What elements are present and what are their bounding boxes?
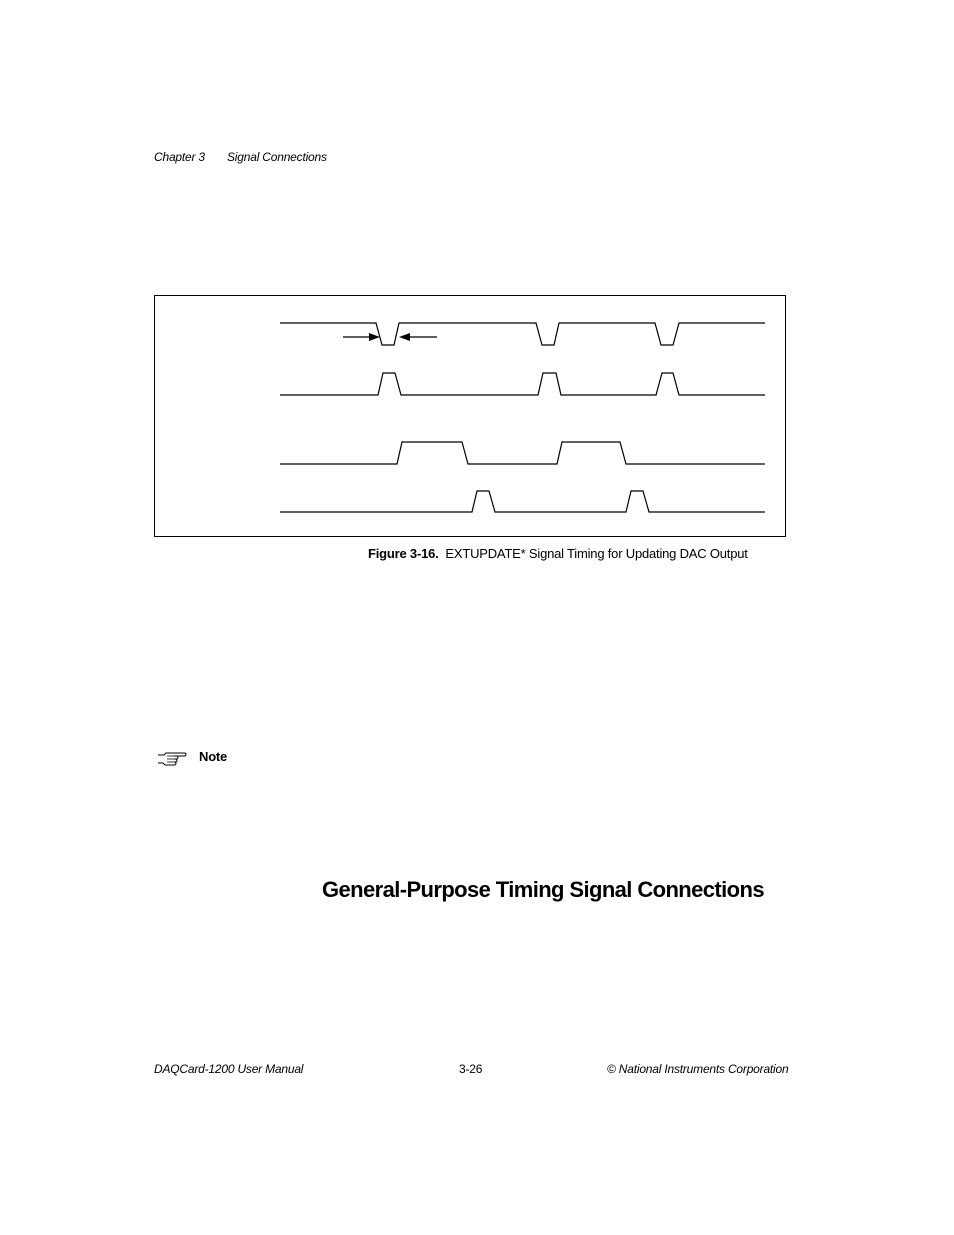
figure-caption — [368, 546, 748, 561]
section-heading: General-Purpose Timing Signal Connections — [322, 877, 764, 902]
interrupt-pulse-trace — [280, 491, 765, 512]
counter-output-trace — [280, 442, 765, 464]
figure-label: Figure 3-16. — [368, 546, 439, 561]
arrowhead-left-icon — [399, 333, 410, 341]
footer-page-number: 3-26 — [459, 1062, 483, 1076]
header-chapter: Chapter 3 — [154, 150, 205, 164]
footer-copyright: © National Instruments Corporation — [607, 1062, 789, 1076]
footer-manual-title: DAQCard-1200 User Manual — [154, 1062, 304, 1076]
header-section: Signal Connections — [227, 150, 327, 164]
arrowhead-right-icon — [369, 333, 380, 341]
extupdate-trace — [280, 323, 765, 345]
timing-diagram-frame — [154, 295, 786, 537]
note-label: Note — [199, 749, 228, 764]
update-pulse-trace — [280, 373, 765, 395]
timing-diagram — [155, 296, 785, 536]
figure-title: EXTUPDATE* Signal Timing for Updating DAC Output — [445, 546, 748, 561]
pointing-hand-icon — [156, 749, 188, 769]
